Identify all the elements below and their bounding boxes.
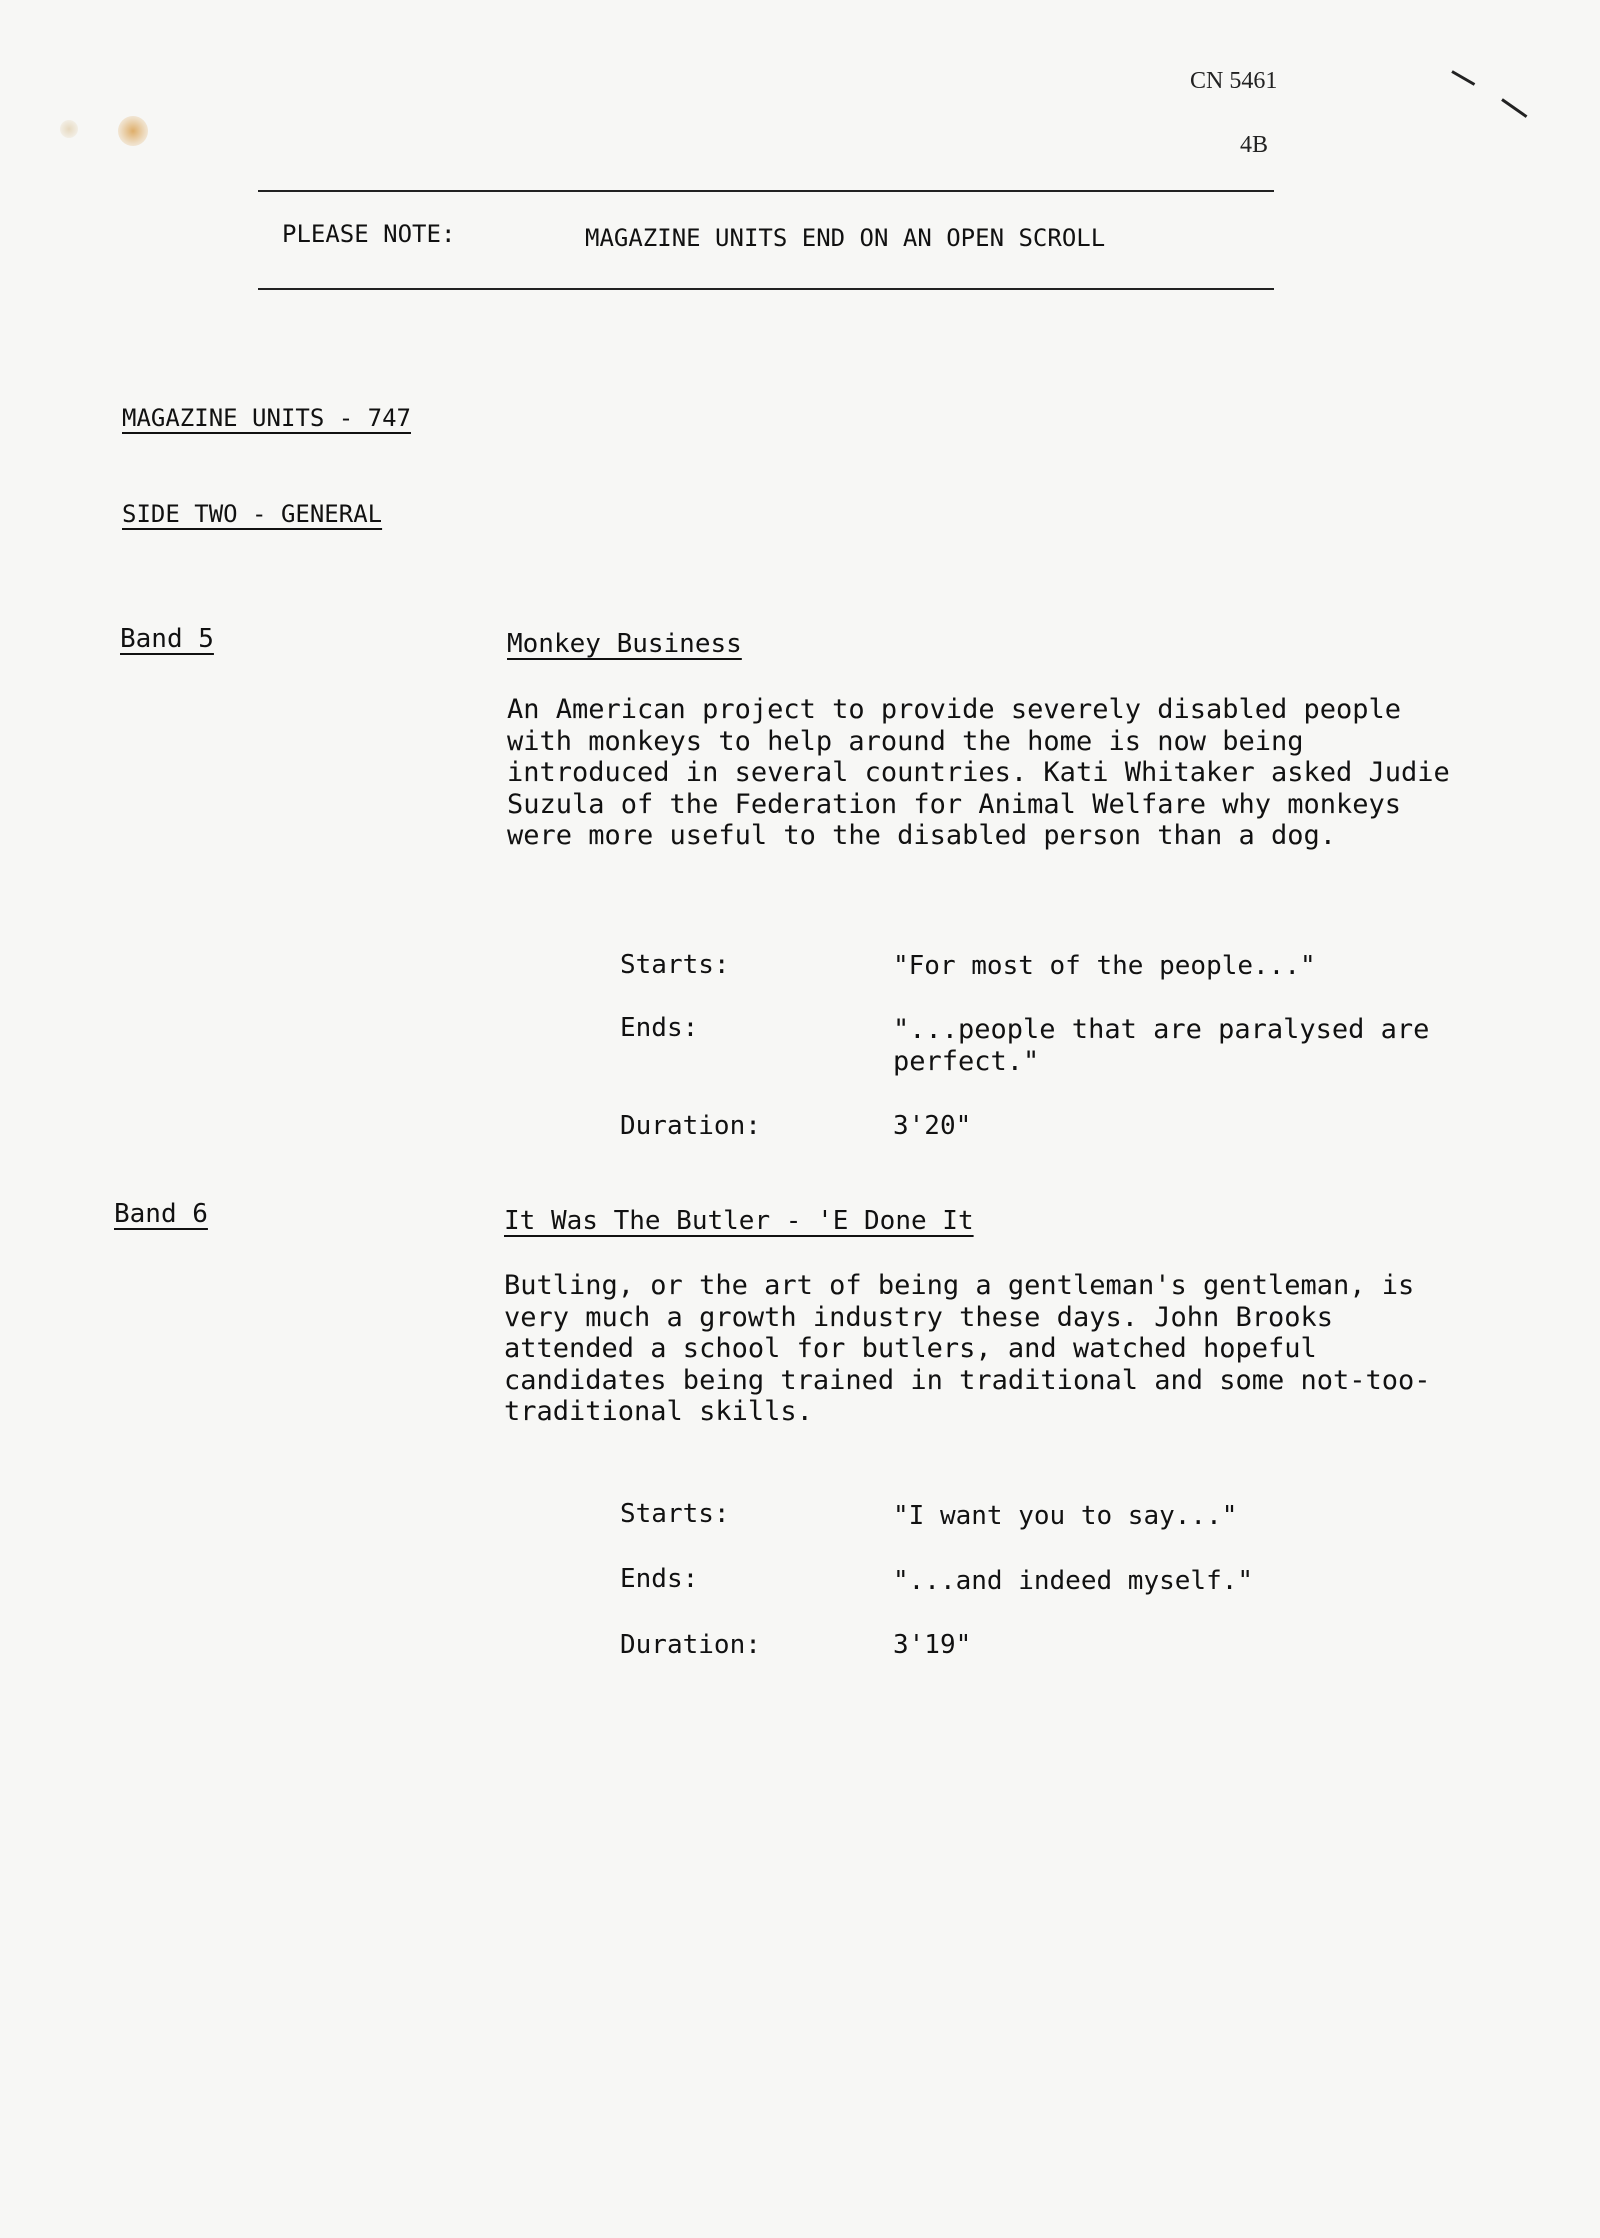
starts-label: Starts: xyxy=(620,950,730,980)
page-number: 4B xyxy=(1240,132,1269,158)
paper-stain xyxy=(118,116,148,146)
side-heading: SIDE TWO - GENERAL xyxy=(122,500,383,528)
notice-label: PLEASE NOTE: xyxy=(282,220,456,248)
notice-bottom-rule xyxy=(258,288,1274,290)
ends-label: Ends: xyxy=(620,1564,699,1594)
paper-stain xyxy=(60,120,78,138)
pencil-mark xyxy=(1451,70,1475,86)
duration-label: Duration: xyxy=(620,1111,761,1141)
notice-top-rule xyxy=(258,190,1274,192)
starts-cue: "For most of the people..." xyxy=(893,951,1316,981)
band-title: Monkey Business xyxy=(507,629,742,659)
reference-code: CN 5461 xyxy=(1190,68,1278,94)
starts-label: Starts: xyxy=(620,1499,730,1529)
duration-label: Duration: xyxy=(620,1630,761,1660)
band-title: It Was The Butler - 'E Done It xyxy=(504,1206,974,1236)
band-description: Butling, or the art of being a gentleman's gentleman, is very much a growth industry these days. John Brooks attended a school for butlers, and watched hopeful candidates being trained in traditional and some not-too-traditional skills. xyxy=(504,1270,1431,1427)
band-label: Band 6 xyxy=(114,1199,208,1229)
ends-cue: "...and indeed myself." xyxy=(893,1566,1254,1596)
notice-text: MAGAZINE UNITS END ON AN OPEN SCROLL xyxy=(585,224,1106,252)
band-description: An American project to provide severely disabled people with monkeys to help around the home is now being introduced in several countries. Kati Whitaker asked Judie Suzula of the Federation for Animal Welfare why monkeys were more useful to the disabled person than a dog. xyxy=(507,694,1450,851)
ends-label: Ends: xyxy=(620,1013,699,1043)
band-label: Band 5 xyxy=(120,624,214,654)
ends-cue: "...people that are paralysed are perfect." xyxy=(893,1014,1430,1077)
pencil-mark xyxy=(1501,98,1527,118)
starts-cue: "I want you to say..." xyxy=(893,1501,1238,1531)
section-title: MAGAZINE UNITS - 747 xyxy=(122,404,411,432)
duration-value: 3'20" xyxy=(893,1111,972,1141)
duration-value: 3'19" xyxy=(893,1630,972,1660)
